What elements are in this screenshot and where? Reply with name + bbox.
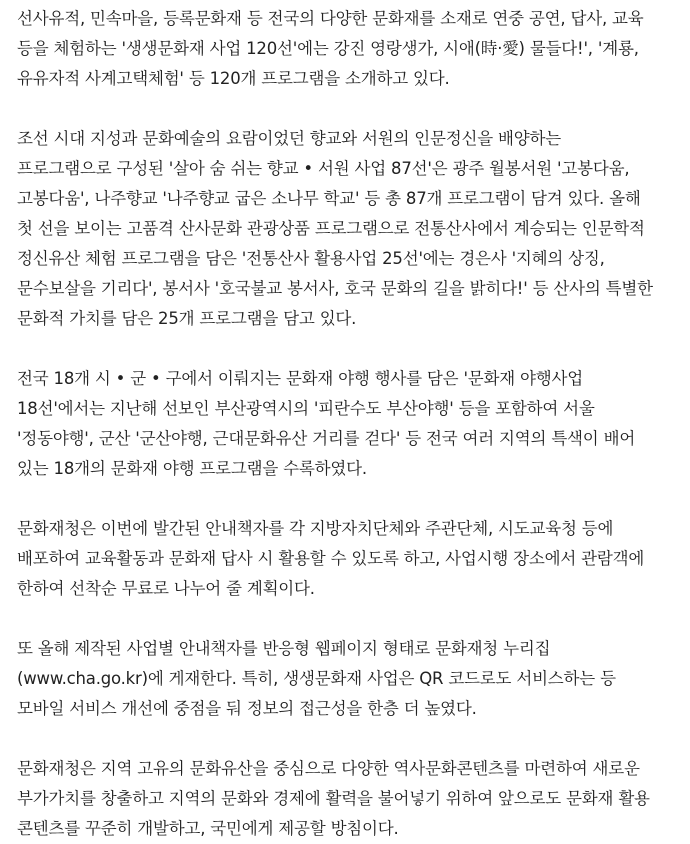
paragraph-distribution: 문화재청은 이번에 발간된 안내책자를 각 지방자치단체와 주관단체, 시도교육청 등에 배포하여 교육활동과 문화재 답사 시 활용할 수 있도록 하고, 사업시행 장소에서 관람객에 한하여 선착순 무료로 나누어 줄 계획이다. [17,519,645,598]
paragraph-night-tour: 전국 18개 시 • 군 • 구에서 이뤄지는 문화재 야행 행사를 담은 '문화재 야행사업 18선'에서는 지난해 선보인 부산광역시의 '피란수도 부산야행' 등을 포함하여 서울 '정동야행', 군산 '군산야행, 근대문화유산 거리를 걷다' 등 전국 여러 지역의 특색이 배어 있는 18개의 문화재 야행 프로그램을 수록하였다. [17,369,636,478]
article-body [17,4,657,844]
paragraph-web-publication: 또 올해 제작된 사업별 안내책자를 반응형 웹페이지 형태로 문화재청 누리집(www.cha.go.kr)에 게재한다. 특히, 생생문화재 사업은 QR 코드로도 서비스하는 등 모바일 서비스 개선에 중점을 둬 정보의 접근성을 한층 더 높였다. [17,639,616,718]
paragraph-policy: 문화재청은 지역 고유의 문화유산을 중심으로 다양한 역사문화콘텐츠를 마련하여 새로운 부가가치를 창출하고 지역의 문화와 경제에 활력을 불어넣기 위하여 앞으로도 문화재 활용 콘텐츠를 꾸준히 개발하고, 국민에게 제공할 방침이다. [17,759,650,838]
paragraph-hyanggyo-seowon: 조선 시대 지성과 문화예술의 요람이었던 향교와 서원의 인문정신을 배양하는 프로그램으로 구성된 '살아 숨 쉬는 향교 • 서원 사업 87선'은 광주 월봉서원 '고봉다움, 고봉다움', 나주향교 '나주향교 굽은 소나무 학교' 등 총 87개 프로그램이 담겨 있다. 올해 첫 선을 보이는 고품격 산사문화 관광상품 프로그램으로 전통산사에서 계승되는 인문학적 정신유산 체험 프로그램을 담은 '전통산사 활용사업 25선'에는 경은사 '지혜의 상징, 문수보살을 기리다', 봉서사 '호국불교 봉서사, 호국 문화의 길을 밝히다!' 등 산사의 특별한 문화적 가치를 담은 25개 프로그램을 담고 있다. [17,129,653,328]
paragraph-living-heritage: 선사유적, 민속마을, 등록문화재 등 전국의 다양한 문화재를 소재로 연중 공연, 답사, 교육 등을 체험하는 '생생문화재 사업 120선'에는 강진 영랑생가, 시애(時·愛) 물들다!', '계룡, 유유자적 사계고택체험' 등 120개 프로그램을 소개하고 있다. [17,9,644,88]
